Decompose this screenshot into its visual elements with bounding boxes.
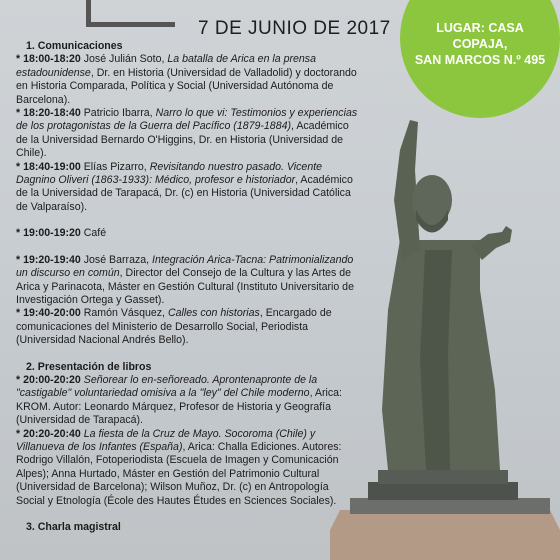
item-time: * 18:20-18:40 bbox=[16, 107, 81, 120]
item-time: * 19:40-20:00 bbox=[16, 307, 81, 320]
program-list bbox=[16, 40, 360, 534]
item-details: , Arica: Challa Ediciones. Autores: Rodrigo Villalón, Fotoperiodista (Escuela de Imagen y Comunicación Alpes); Anna Hurtado, Máster en Gestión del Patrimonio Cultural (Universidad de Barcelona); Wilson Muñoz, Dr. (c) en Antropología Social y Etnología (École des Hautes Études en Sciences Sociales). bbox=[16, 440, 342, 507]
section-title: 2. Presentación de libros bbox=[26, 360, 152, 373]
program-item bbox=[16, 227, 360, 240]
statue-image bbox=[330, 110, 560, 560]
item-time: * 19:20-19:40 bbox=[16, 253, 81, 266]
program-item bbox=[16, 374, 360, 428]
item-speaker: José Julián Soto, bbox=[80, 53, 168, 66]
item-time: * 19:00-19:20 bbox=[16, 227, 81, 240]
section-title: 3. Charla magistral bbox=[26, 521, 121, 533]
program-item bbox=[16, 161, 360, 215]
venue-line: SAN MARCOS N.º 495 bbox=[414, 53, 546, 67]
decorative-bracket bbox=[86, 0, 175, 27]
item-speaker: Patricio Ibarra, bbox=[80, 107, 156, 120]
program-item bbox=[16, 254, 360, 308]
item-details: , Encargado de comunicaciones del Ministerio de Desarrollo Social, Periodista (Universidad Nacional Andrés Bello). bbox=[16, 307, 332, 347]
item-speaker: Café bbox=[80, 227, 107, 240]
item-details: , Arica: KROM. Autor: Leonardo Márquez, Profesor de Historia y Geografía (Universidad de Tarapacá). bbox=[16, 387, 342, 427]
item-title: Revisitando nuestro pasado. Vicente Dagnino Oliveri (1863-1933): Médico, profesor e historiador bbox=[16, 160, 323, 187]
venue-line: LUGAR: CASA bbox=[436, 21, 524, 35]
venue-line: COPAJA, bbox=[452, 37, 508, 51]
item-title: Narro lo que vi: Testimonios y experiencias de los protagonistas de la Guerra del Pacífico (1879-1884) bbox=[16, 107, 358, 133]
item-time: * 20:20-20:40 bbox=[16, 427, 81, 440]
event-date: 7 DE JUNIO DE 2017 bbox=[198, 18, 391, 39]
item-details: , Director del Consejo de la Cultura y las Artes de Arica y Parinacota, Máster en Gestión Cultural (Instituto Universitario de Investigación Ortega y Gasset). bbox=[16, 267, 354, 306]
item-speaker: José Barraza, bbox=[80, 253, 153, 266]
program-item bbox=[16, 428, 360, 508]
item-time: * 18:00-18:20 bbox=[16, 53, 81, 66]
program-item bbox=[16, 307, 360, 347]
item-details: , Académico de la Universidad de Tarapacá, Dr. (c) en Historia (Universidad Católica de Valparaíso). bbox=[16, 174, 353, 213]
item-title: La batalla de Arica en la prensa estadounidense bbox=[16, 53, 316, 79]
program-item bbox=[16, 53, 360, 107]
item-speaker: Ramón Vásquez, bbox=[80, 307, 168, 320]
item-title: Integración Arica-Tacna: Patrimonializando un discurso en común bbox=[16, 253, 354, 280]
item-title: Calles con historias bbox=[167, 307, 260, 320]
section-title: 1. Comunicaciones bbox=[26, 40, 123, 52]
item-title: Señorear lo en-señoreado. Aprontenapronte de la "castigable" voluntariedad omisiva a la "ley" del Chile moderno bbox=[16, 373, 318, 400]
item-speaker: Elías Pizarro, bbox=[80, 160, 150, 173]
item-details: , Dr. en Historia (Universidad de Valladolid) y doctorando en Historia Comparada, Política y Social (Universidad Autónoma de Barcelona). bbox=[16, 66, 357, 106]
item-time: * 20:00-20:20 bbox=[16, 373, 81, 386]
program-item bbox=[16, 107, 360, 161]
item-time: * 18:40-19:00 bbox=[16, 160, 81, 173]
item-title: La fiesta de la Cruz de Mayo. Socoroma (Chile) y Villanueva de los Infantes (España) bbox=[16, 427, 316, 453]
item-details: , Académico de la Universidad Bernardo O'Higgins, Dr. en Historia (Universidad de Chile). bbox=[16, 120, 349, 160]
